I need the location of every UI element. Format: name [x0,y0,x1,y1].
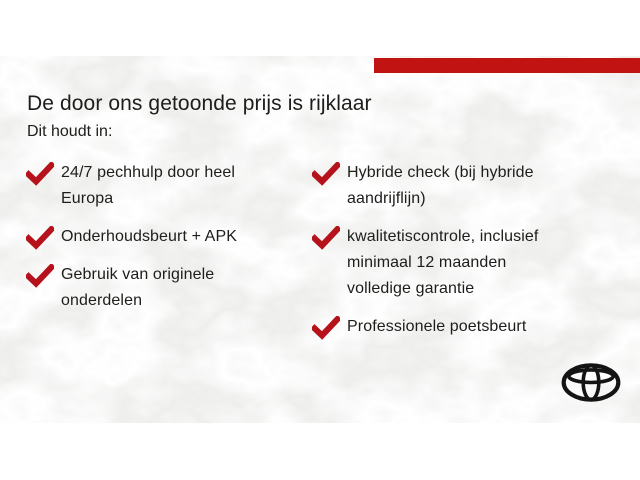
benefit-text: 24/7 pechhulp door heel Europa [61,164,235,207]
benefit-item [26,160,276,212]
check-icon [26,226,54,250]
benefit-item [312,224,622,302]
check-icon [26,162,54,186]
page-title: De door ons getoonde prijs is rijklaar [27,92,372,115]
benefit-text: Onderhoudsbeurt + APK [61,228,237,245]
benefit-text: Professionele poetsbeurt [347,318,527,335]
benefit-item [312,160,622,212]
benefits-right-column [312,160,622,352]
subtitle: Dit houdt in: [27,123,113,140]
benefit-item [26,262,276,314]
check-icon [26,264,54,288]
benefit-item [312,314,622,340]
check-icon [312,162,340,186]
toyota-logo-icon [561,361,621,404]
check-icon [312,316,340,340]
slide-content-area [0,56,640,423]
benefit-item [26,224,276,250]
check-icon [312,226,340,250]
accent-bar [374,58,640,73]
benefit-text: kwalitetiscontrole, inclusief minimaal 12 maanden volledige garantie [347,228,539,297]
benefit-text: Gebruik van originele onderdelen [61,266,215,309]
bottom-white-band [0,423,640,480]
benefit-text: Hybride check (bij hybride aandrijflijn) [347,164,534,207]
benefits-left-column [26,160,276,326]
top-white-band [0,0,640,56]
